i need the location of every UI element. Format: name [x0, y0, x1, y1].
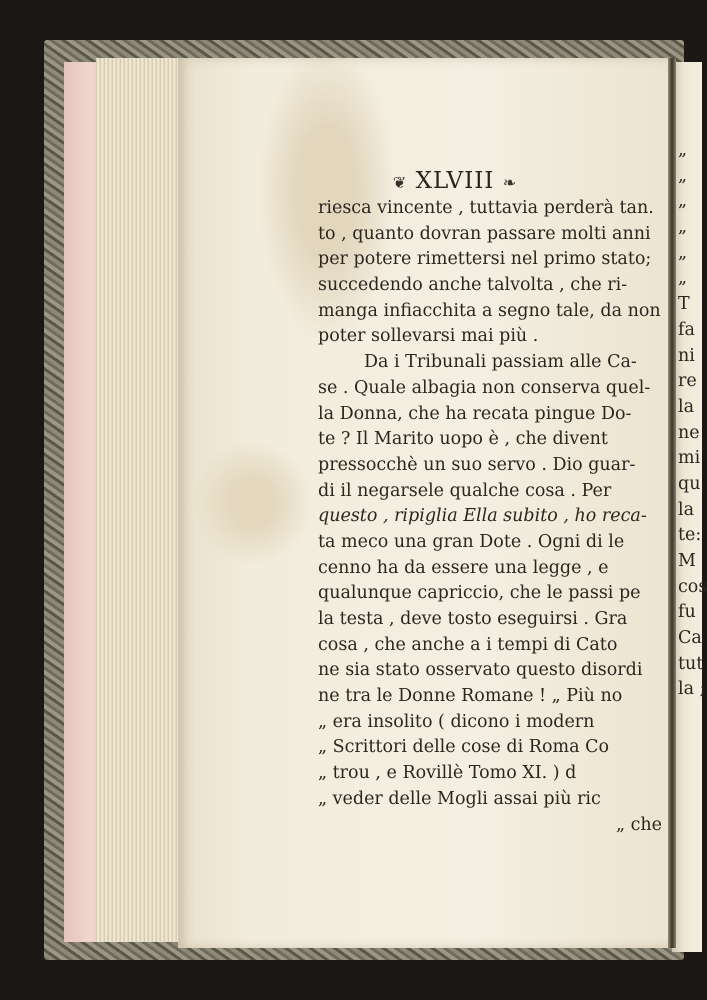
text-fragment: „ [678, 268, 688, 289]
ornament-left: ❦ [392, 173, 408, 192]
text-fragment: qu [678, 473, 701, 494]
text-fragment: M [678, 551, 696, 571]
text-line: poter sollevarsi mai più . [318, 326, 539, 347]
text-line: la Donna, che ha recata pingue Do- [318, 403, 632, 424]
text-line: succedendo anche talvolta , che ri- [318, 275, 628, 296]
text-fragment: T [678, 294, 690, 315]
text-fragment: fu [678, 602, 696, 623]
text-fragment: la [678, 396, 695, 417]
text-line: „ veder delle Mogli assai più ric [318, 788, 601, 809]
text-line: „ trou , e Rovillè Tomo XI. ) d [318, 763, 577, 784]
text-line: Da i Tribunali passiam alle Ca- [364, 352, 637, 373]
text-line: „ Scrittori delle cose di Roma Co [318, 737, 610, 758]
text-fragment: cos [678, 576, 707, 597]
page-header [178, 168, 672, 194]
text-line: se . Quale albagia non conserva quel- [318, 377, 651, 398]
text-line: „ che [615, 814, 662, 835]
text-fragment: „ [678, 191, 688, 212]
book-gutter [668, 58, 676, 948]
text-fragment: „ [678, 217, 688, 238]
right-page-text [678, 138, 707, 703]
text-line: riesca vincente , tuttavia perderà tan. [318, 198, 654, 218]
text-fragment: mi [678, 448, 701, 469]
text-line: cosa , che anche a i tempi di Cato [318, 634, 618, 655]
text-fragment: tut [678, 653, 704, 674]
text-line: questo , ripiglia Ella subito , ho reca- [318, 506, 647, 527]
text-fragment: „ [678, 165, 688, 186]
text-fragment: ni [678, 345, 695, 366]
text-line: ta meco una gran Dote . Ogni di le [318, 531, 625, 552]
text-line: per potere rimettersi nel primo stato; [318, 249, 652, 270]
text-line: ne tra le Donne Romane ! „ Più no [318, 686, 623, 707]
text-fragment: re [678, 371, 697, 392]
text-line: to , quanto dovran passare molti anni [318, 223, 651, 244]
text-line: qualunque capriccio, che le passi pe [318, 583, 641, 604]
page-edges [96, 58, 188, 942]
text-line: „ era insolito ( dicono i modern [318, 711, 595, 732]
text-fragment: ne [678, 422, 700, 443]
page-number: XLVIII [415, 168, 495, 194]
ornament-right: ❧ [502, 173, 518, 192]
text-fragment: „ [678, 140, 688, 160]
text-line: ne sia stato osservato questo disordi [318, 660, 643, 681]
text-fragment: Ca [678, 628, 702, 649]
text-line: di il negarsele qualche cosa . Per [318, 480, 612, 501]
text-line: la testa , deve tosto eseguirsi . Gra [318, 609, 628, 629]
page-text [318, 196, 670, 838]
text-fragment: la ; [678, 679, 706, 700]
text-line: manga infiacchita a segno tale, da non [318, 300, 661, 321]
text-fragment: „ [678, 242, 688, 263]
text-fragment: fa [678, 319, 695, 340]
text-line: pressocchè un suo servo . Dio guar- [318, 454, 636, 475]
left-page [178, 58, 672, 948]
text-fragment: te: [678, 525, 702, 546]
text-fragment: la [678, 499, 695, 520]
text-line: cenno ha da essere una legge , e [318, 557, 609, 578]
text-line: te ? Il Marito uopo è , che divent [318, 429, 608, 450]
